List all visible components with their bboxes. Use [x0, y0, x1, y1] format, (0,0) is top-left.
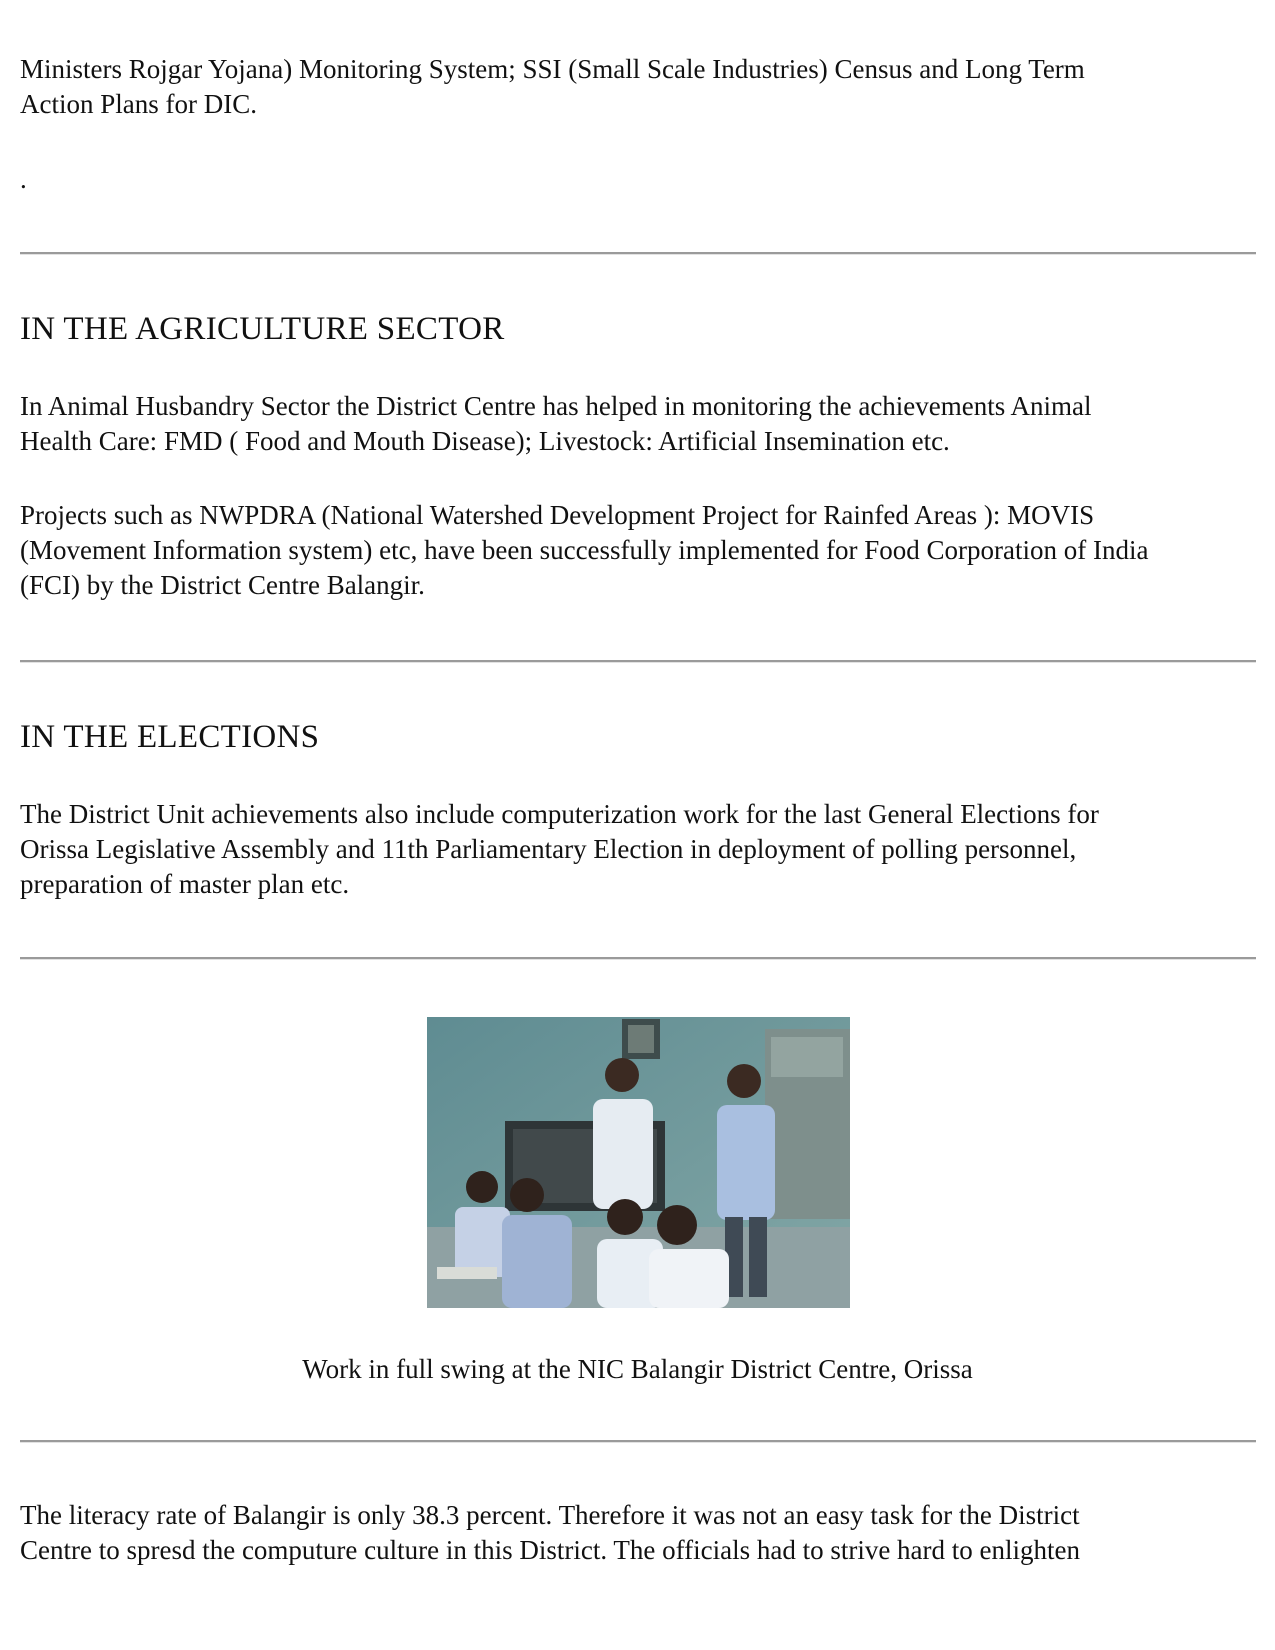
literacy-paragraph — [20, 1498, 1250, 1568]
paragraph-line: Projects such as NWPDRA (National Watershed Development Project for Rainfed Areas ): MOVIS — [20, 500, 1095, 530]
projects-paragraph — [20, 498, 1250, 603]
paragraph-line: Orissa Legislative Assembly and 11th Parliamentary Election in deployment of polling personnel, — [20, 834, 1077, 864]
office-photo — [427, 1017, 850, 1308]
agriculture-heading: IN THE AGRICULTURE SECTOR — [20, 311, 505, 347]
paragraph-line: The literacy rate of Balangir is only 38.3 percent. Therefore it was not an easy task for the District — [20, 1500, 1080, 1530]
animal-husbandry-paragraph — [20, 389, 1250, 459]
paragraph-line: Centre to spresd the computure culture in this District. The officials had to strive hard to enlighten — [20, 1535, 1081, 1565]
stray-period: . — [20, 164, 27, 194]
horizontal-rule — [20, 957, 1256, 960]
elections-paragraph — [20, 797, 1250, 902]
paragraph-line: (Movement Information system) etc, have been successfully implemented for Food Corporation of India — [20, 535, 1149, 565]
paragraph-line: The District Unit achievements also include computerization work for the last General Elections for — [20, 799, 1099, 829]
photo-caption: Work in full swing at the NIC Balangir District Centre, Orissa — [302, 1354, 973, 1384]
horizontal-rule — [20, 660, 1256, 663]
horizontal-rule — [20, 1440, 1256, 1443]
horizontal-rule — [20, 252, 1256, 255]
office-photo-illustration — [427, 1017, 850, 1308]
elections-heading: IN THE ELECTIONS — [20, 719, 320, 755]
intro-paragraph — [20, 52, 1250, 122]
intro-line-2: Action Plans for DIC. — [20, 89, 257, 119]
paragraph-line: (FCI) by the District Centre Balangir. — [20, 570, 425, 600]
intro-line-1: Ministers Rojgar Yojana) Monitoring System; SSI (Small Scale Industries) Census and Long Term — [20, 54, 1085, 84]
paragraph-line: Health Care: FMD ( Food and Mouth Disease); Livestock: Artificial Insemination etc. — [20, 426, 950, 456]
paragraph-line: In Animal Husbandry Sector the District Centre has helped in monitoring the achievements Animal — [20, 391, 1092, 421]
paragraph-line: preparation of master plan etc. — [20, 869, 350, 899]
